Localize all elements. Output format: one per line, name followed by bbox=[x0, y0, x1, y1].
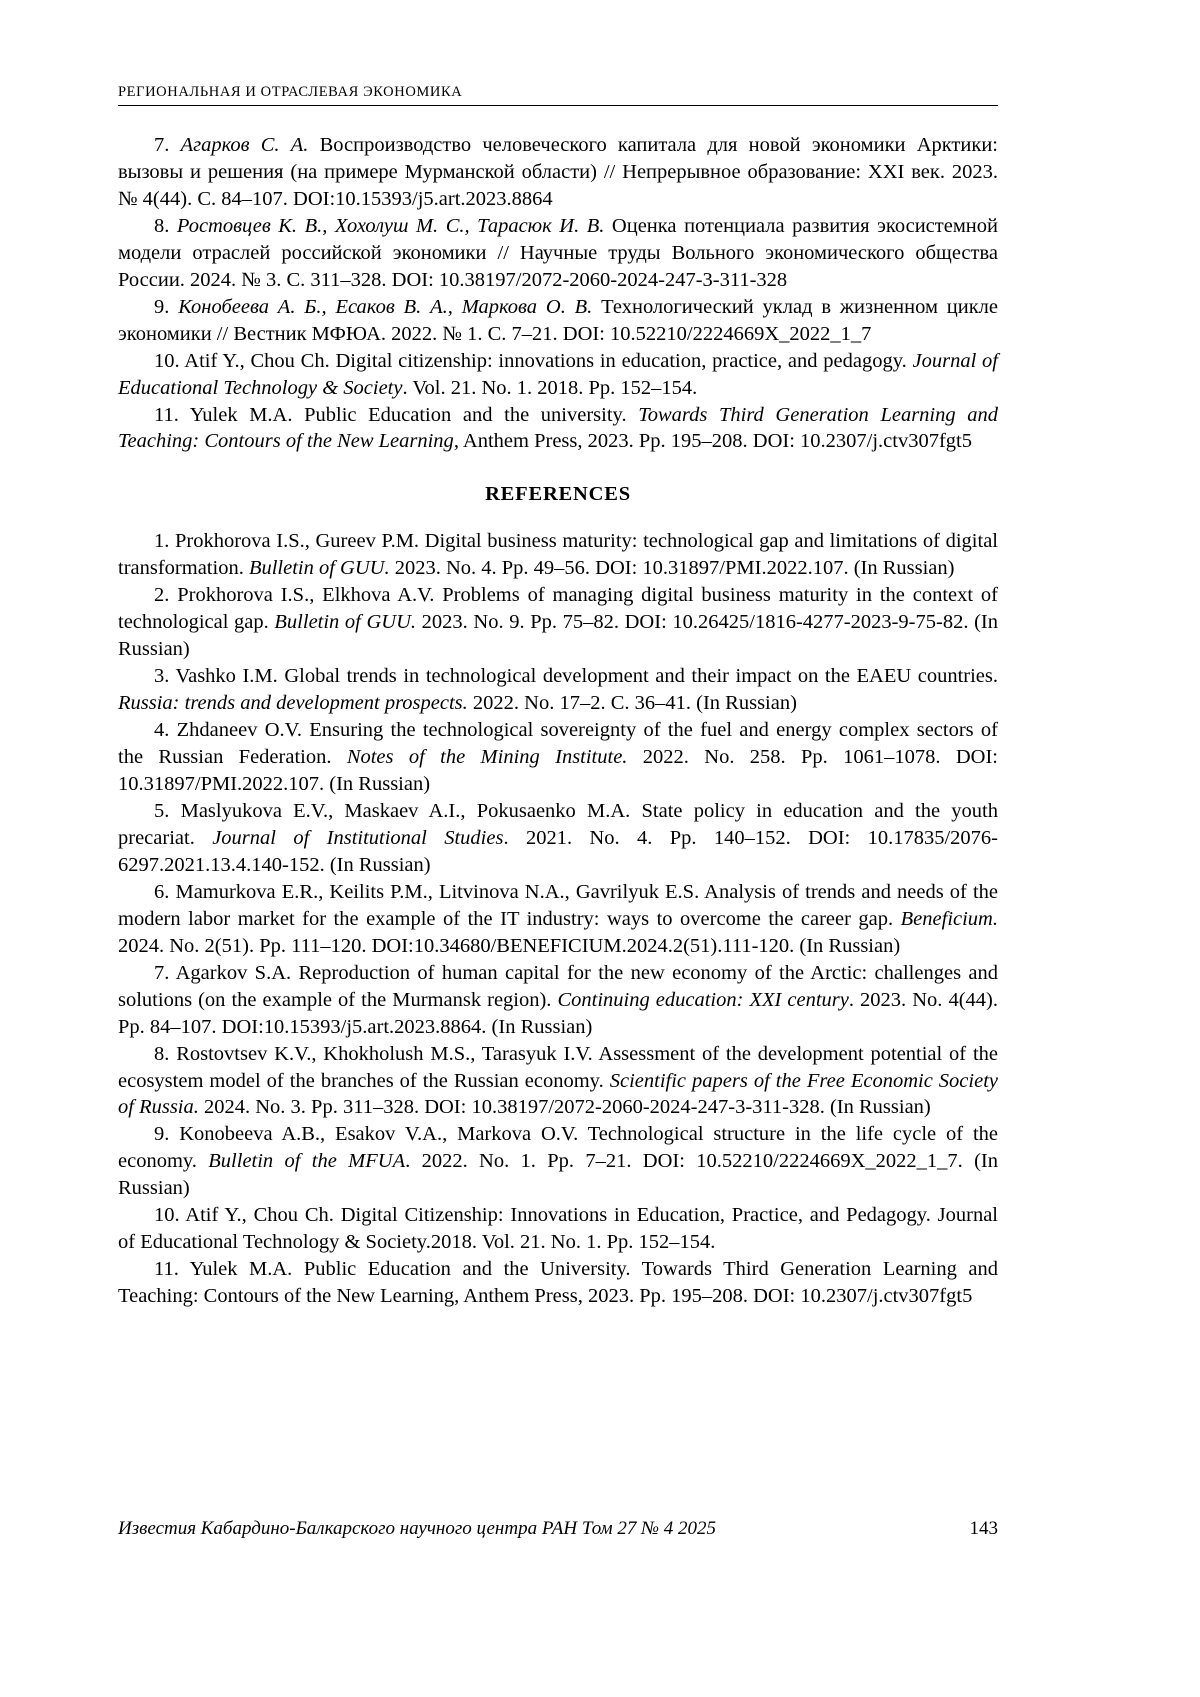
reference-body: Vashko I.M. Global trends in technological development and their impact on the EAEU countries. bbox=[169, 665, 998, 688]
reference-item bbox=[118, 582, 998, 663]
reference-body: Agarkov S.A. Reproduction of human capital for the new economy of the Arctic: challenges and solutions (on the example of the Murmansk region). bbox=[118, 961, 998, 1011]
reference-source: Towards Third Generation Learning and Teaching: Contours of the New Learning bbox=[118, 403, 998, 453]
footer-page-number: 143 bbox=[969, 1518, 998, 1539]
page-content bbox=[118, 84, 998, 1310]
reference-source: Bulletin of GUU. bbox=[248, 557, 390, 580]
reference-number: 9. bbox=[154, 295, 170, 318]
reference-body: Rostovtsev K.V., Khokholush M.S., Tarasyuk I.V. Assessment of the development potential of the ecosystem model of the branches of the Russian economy. bbox=[118, 1042, 998, 1092]
reference-body: Atif Y., Chou Ch. Digital Citizenship: Innovations in Education, Practice, and Pedagogy. Journal of Educational Technology & Society.2018. Vol. 21. No. 1. Pp. 152–154. bbox=[118, 1204, 998, 1254]
reference-number: 4. bbox=[154, 719, 170, 742]
page-footer bbox=[118, 1518, 998, 1540]
header-rule bbox=[118, 105, 998, 106]
running-head: РЕГИОНАЛЬНАЯ И ОТРАСЛЕВАЯ ЭКОНОМИКА bbox=[118, 84, 463, 100]
reference-source: Bulletin of GUU. bbox=[274, 611, 417, 634]
reference-body: Технологический уклад в жизненном цикле экономики // Вестник МФЮА. 2022. № 1. С. 7–21. DOI: 10.52210/2224669X_2022_1_7 bbox=[118, 295, 999, 345]
footer-journal-line: Известия Кабардино-Балкарского научного центра РАН Том 27 № 4 2025 bbox=[118, 1518, 717, 1539]
reference-item bbox=[118, 798, 998, 879]
reference-tail: , Anthem Press, 2023. Pp. 195–208. DOI: 10.2307/j.ctv307fgt5 bbox=[453, 430, 972, 453]
reference-item bbox=[118, 348, 998, 402]
reference-tail: . 2023. No. 4(44). Pp. 84–107. DOI:10.15393/j5.art.2023.8864. (In Russian) bbox=[118, 988, 998, 1038]
reference-item bbox=[118, 717, 998, 798]
references-heading: REFERENCES bbox=[485, 483, 631, 506]
reference-tail: 2024. No. 3. Pp. 311–328. DOI: 10.38197/2072-2060-2024-247-3-311-328. (In Russian) bbox=[198, 1096, 931, 1119]
reference-tail: 2023. No. 4. Pp. 49–56. DOI: 10.31897/PMI.2022.107. (In Russian) bbox=[389, 557, 955, 580]
reference-body: Prokhorova I.S., Gureev P.M. Digital business maturity: technological gap and limitations of digital transformation. bbox=[118, 530, 998, 580]
reference-source: Beneficium. bbox=[900, 907, 998, 930]
reference-authors: Ростовцев К. В., Хохолуш М. С., Тарасюк И. В. bbox=[176, 214, 605, 237]
reference-number: 5. bbox=[154, 799, 170, 822]
reference-number: 7. bbox=[154, 134, 170, 156]
reference-body: Atif Y., Chou Ch. Digital citizenship: innovations in education, practice, and pedagogy. bbox=[179, 349, 913, 372]
reference-item bbox=[118, 879, 998, 960]
reference-number: 3. bbox=[154, 665, 170, 688]
reference-tail: . 2021. No. 4. Pp. 140–152. DOI: 10.17835/2076-6297.2021.13.4.140-152. (In Russian) bbox=[118, 826, 998, 876]
reference-tail: . Vol. 21. No. 1. 2018. Pp. 152–154. bbox=[402, 376, 698, 399]
reference-number: 8. bbox=[154, 1042, 170, 1065]
reference-source: Continuing education: XXI century bbox=[557, 988, 849, 1011]
reference-body: Maslyukova E.V., Maskaev A.I., Pokusaenko M.A. State policy in education and the youth precariat. bbox=[118, 799, 998, 849]
reference-item bbox=[118, 528, 998, 582]
reference-authors: Конобеева А. Б., Есаков В. А., Маркова О. В. bbox=[178, 295, 593, 318]
reference-body: Воспроизводство человеческого капитала для новой экономики Арктики: вызовы и решения (на примере Мурманской области) // Непрерывное образование: XXI век. 2023. № 4(44). С. 84–107. DOI:10.15393/j5.art.2023.8864 bbox=[118, 134, 998, 210]
reference-source: Bulletin of the MFUA bbox=[208, 1150, 406, 1173]
reference-number: 11. bbox=[154, 1258, 179, 1281]
reference-body: Mamurkova E.R., Keilits P.M., Litvinova N.A., Gavrilyuk E.S. Analysis of trends and needs of the modern labor market for the example of the IT industry: ways to overcome the career gap. bbox=[118, 880, 998, 930]
reference-number: 1. bbox=[154, 530, 170, 553]
reference-item bbox=[118, 1121, 998, 1202]
reference-body: Zhdaneev O.V. Ensuring the technological sovereignty of the fuel and energy complex sectors of the Russian Federation. bbox=[118, 719, 998, 769]
reference-body: Yulek M.A. Public Education and the University. Towards Third Generation Learning and Teaching: Contours of the New Learning, Anthem Press, 2023. Pp. 195–208. DOI: 10.2307/j.ctv307fgt5 bbox=[118, 1258, 998, 1308]
reference-tail: 2023. No. 9. Pp. 75–82. DOI: 10.26425/1816-4277-2023-9-75-82. (In Russian) bbox=[118, 611, 998, 661]
reference-tail: . 2022. No. 1. Pp. 7–21. DOI: 10.52210/2224669X_2022_1_7. (In Russian) bbox=[118, 1150, 999, 1200]
reference-item bbox=[118, 402, 998, 456]
reference-item bbox=[118, 213, 998, 294]
reference-source: Journal of Educational Technology & Society bbox=[118, 349, 998, 399]
reference-body: Prokhorova I.S., Elkhova A.V. Problems of managing digital business maturity in the context of technological gap. bbox=[118, 584, 998, 634]
reference-body: Yulek M.A. Public Education and the university. bbox=[178, 403, 639, 426]
reference-item bbox=[118, 132, 998, 213]
reference-item bbox=[118, 1041, 998, 1122]
reference-number: 10. bbox=[154, 1204, 180, 1227]
reference-number: 2. bbox=[154, 584, 170, 607]
reference-tail: 2022. No. 17–2. С. 36–41. (In Russian) bbox=[467, 692, 797, 715]
reference-item bbox=[118, 294, 998, 348]
reference-number: 9. bbox=[154, 1123, 170, 1146]
reference-body: Konobeeva A.B., Esakov V.A., Markova O.V. Technological structure in the life cycle of the economy. bbox=[118, 1123, 998, 1173]
reference-item bbox=[118, 1256, 998, 1310]
reference-source: Russia: trends and development prospects. bbox=[118, 692, 468, 715]
reference-body: Оценка потенциала развития экосистемной модели отраслей российской экономики // Научные труды Вольного экономического общества России. 2024. № 3. С. 311–328. DOI: 10.38197/2072-2060-2024-247-3-311-328 bbox=[118, 214, 998, 291]
reference-number: 6. bbox=[154, 880, 170, 903]
reference-authors: Агарков С. А. bbox=[180, 134, 309, 156]
reference-item bbox=[118, 960, 998, 1041]
reference-source: Scientific papers of the Free Economic Society of Russia. bbox=[118, 1069, 998, 1119]
reference-source: Notes of the Mining Institute. bbox=[346, 746, 628, 769]
reference-item bbox=[118, 1202, 998, 1256]
reference-item bbox=[118, 663, 998, 717]
reference-number: 7. bbox=[154, 961, 170, 984]
reference-source: Journal of Institutional Studies bbox=[212, 826, 504, 849]
reference-number: 8. bbox=[154, 214, 170, 237]
reference-tail: 2022. No. 258. Pp. 1061–1078. DOI: 10.31897/PMI.2022.107. (In Russian) bbox=[118, 746, 998, 796]
reference-tail: 2024. No. 2(51). Pp. 111–120. DOI:10.34680/BENEFICIUM.2024.2(51).111-120. (In Russian) bbox=[118, 934, 901, 957]
reference-number: 10. bbox=[154, 349, 180, 372]
reference-number: 11. bbox=[154, 403, 179, 426]
